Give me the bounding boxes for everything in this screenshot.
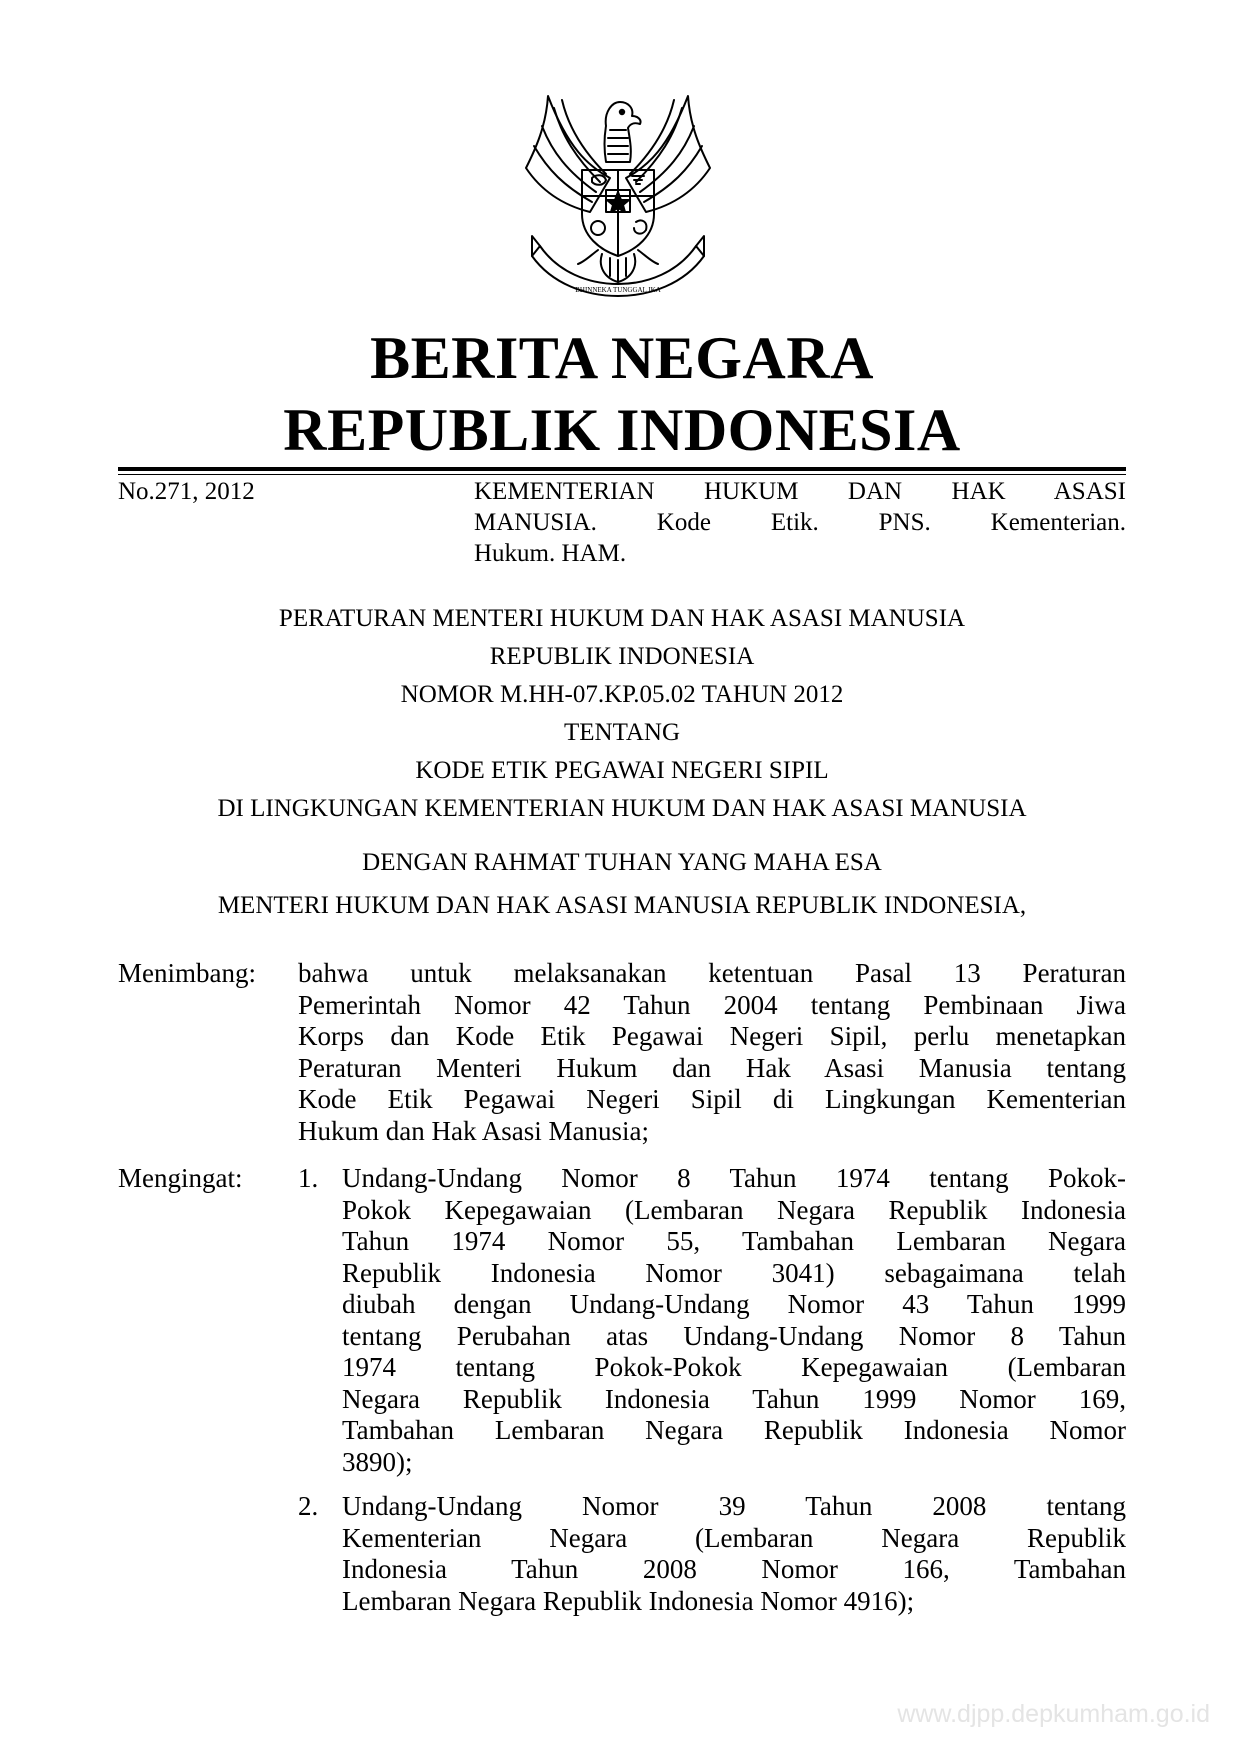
regulation-heading-line: KODE ETIK PEGAWAI NEGERI SIPIL <box>415 757 829 784</box>
masthead-rule-thick <box>118 467 1126 471</box>
regulation-heading-line: PERATURAN MENTERI HUKUM DAN HAK ASASI MANUSIA <box>278 605 966 632</box>
regulation-heading-line: TENTANG <box>563 719 681 746</box>
recalling-label: Mengingat: <box>118 1163 243 1193</box>
recalling-item-number: 2. <box>298 1491 319 1521</box>
garuda-emblem-icon <box>518 86 718 298</box>
recalling-item-line: Lembaran Negara Republik Indonesia Nomor 4916); <box>342 1585 915 1616</box>
considering-line: Korps dan Kode Etik Pegawai Negeri Sipil, perlu menetapkan <box>298 1021 1126 1051</box>
recalling-item-text <box>342 1163 1126 1478</box>
recalling-item-line: diubah dengan Undang-Undang Nomor 43 Tahun 1999 <box>342 1289 1126 1319</box>
masthead-subtitle: REPUBLIK INDONESIA <box>283 397 961 463</box>
regulation-heading-line: DI LINGKUNGAN KEMENTERIAN HUKUM DAN HAK ASASI MANUSIA <box>217 795 1027 822</box>
regulation-heading-line: REPUBLIK INDONESIA <box>489 643 755 670</box>
recalling-item-line: Indonesia Tahun 2008 Nomor 166, Tambahan <box>342 1554 1126 1584</box>
recalling-item-line: Negara Republik Indonesia Tahun 1999 Nomor 169, <box>342 1383 1126 1414</box>
recalling-item-line: Kementerian Negara (Lembaran Negara Republik <box>342 1522 1126 1553</box>
emblem-motto: BHINNEKA TUNGGAL IKA <box>575 286 661 294</box>
watermark-url: www.djpp.depkumham.go.id <box>897 1700 1210 1728</box>
considering-body <box>298 958 1126 1147</box>
issue-subject-line: Hukum. HAM. <box>474 540 627 567</box>
considering-line: Pemerintah Nomor 42 Tahun 2004 tentang Pembinaan Jiwa <box>298 989 1126 1020</box>
issue-subject-line: KEMENTERIAN HUKUM DAN HAK ASASI <box>474 478 1126 505</box>
considering-line: Kode Etik Pegawai Negeri Sipil di Lingkungan Kementerian <box>298 1084 1126 1114</box>
recalling-item-line: Republik Indonesia Nomor 3041) sebagaimana telah <box>342 1257 1126 1288</box>
issue-number: No.271, 2012 <box>118 478 255 505</box>
recalling-item-line: Undang-Undang Nomor 8 Tahun 1974 tentang Pokok- <box>342 1163 1126 1193</box>
recalling-item-line: 1974 tentang Pokok-Pokok Kepegawaian (Lembaran <box>342 1352 1126 1382</box>
considering-line: Peraturan Menteri Hukum dan Hak Asasi Manusia tentang <box>298 1052 1126 1083</box>
issue-subject <box>474 476 1126 569</box>
recalling-item-line: Tambahan Lembaran Negara Republik Indonesia Nomor <box>342 1415 1126 1445</box>
considering-line: bahwa untuk melaksanakan ketentuan Pasal 13 Peraturan <box>298 958 1126 988</box>
recalling-item-line: Undang-Undang Nomor 39 Tahun 2008 tentang <box>342 1491 1126 1521</box>
recalling-item-line: Tahun 1974 Nomor 55, Tambahan Lembaran Negara <box>342 1226 1126 1256</box>
recalling-item-line: tentang Perubahan atas Undang-Undang Nomor 8 Tahun <box>342 1320 1126 1351</box>
regulation-heading <box>118 600 1126 828</box>
masthead-rule-thin <box>118 474 1126 475</box>
blessing-line: DENGAN RAHMAT TUHAN YANG MAHA ESA <box>362 849 882 876</box>
regulation-heading-line: NOMOR M.HH-07.KP.05.02 TAHUN 2012 <box>400 681 844 708</box>
issue-subject-line: MANUSIA. Kode Etik. PNS. Kementerian. <box>474 509 1126 536</box>
recalling-item-line: Pokok Kepegawaian (Lembaran Negara Republik Indonesia <box>342 1194 1126 1225</box>
recalling-item-line: 3890); <box>342 1446 413 1477</box>
minister-line: MENTERI HUKUM DAN HAK ASASI MANUSIA REPUBLIK INDONESIA, <box>217 892 1027 919</box>
considering-line: Hukum dan Hak Asasi Manusia; <box>298 1115 649 1146</box>
recalling-item-text <box>342 1491 1126 1617</box>
masthead-title: BERITA NEGARA <box>370 325 874 391</box>
recalling-item-number: 1. <box>298 1163 319 1193</box>
considering-label: Menimbang: <box>118 958 256 988</box>
